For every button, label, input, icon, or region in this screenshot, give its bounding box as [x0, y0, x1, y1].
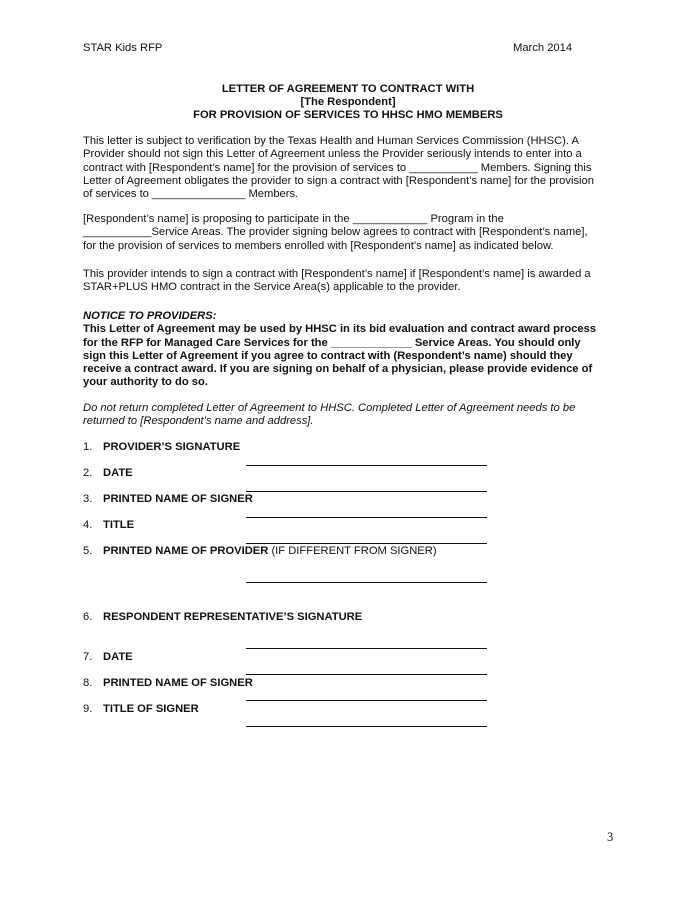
header-date: March 2014 — [513, 42, 573, 54]
form-item-provider-name — [83, 545, 437, 557]
title-line-2: [The Respondent] — [300, 96, 396, 109]
item-number: 7. — [83, 651, 93, 663]
item-number: 2. — [83, 467, 93, 479]
date-line-2[interactable] — [246, 674, 487, 675]
respondent-signature-line[interactable] — [246, 648, 487, 649]
item-label: PRINTED NAME OF SIGNER — [103, 493, 253, 505]
return-instructions — [83, 402, 613, 429]
title-line-3: FOR PROVISION OF SERVICES TO HHSC HMO MEMBERS — [193, 109, 503, 122]
paragraph-line: This provider intends to sign a contract with [Respondent’s name] if [Respondent’s name] is awarded a — [83, 268, 591, 280]
item-number: 9. — [83, 703, 93, 715]
return-line: returned to [Respondent’s name and address]. — [83, 415, 314, 428]
form-item-date-2 — [83, 651, 133, 663]
participation-paragraph — [83, 213, 613, 253]
item-number: 8. — [83, 677, 93, 689]
form-item-printed-name-2 — [83, 677, 253, 689]
title-of-signer-line[interactable] — [246, 726, 487, 727]
item-number: 6. — [83, 611, 93, 623]
date-line[interactable] — [246, 491, 487, 492]
document-title — [0, 83, 696, 123]
form-item-printed-name — [83, 493, 253, 505]
paragraph-line: contract with [Respondent’s name] for the provision of services to ___________ Members. Signing this — [83, 161, 592, 174]
item-label: TITLE — [103, 519, 135, 531]
item-label: TITLE OF SIGNER — [103, 703, 199, 715]
return-line: Do not return completed Letter of Agreement to HHSC. Completed Letter of Agreement needs to be — [83, 402, 576, 414]
item-label: DATE — [103, 651, 133, 663]
paragraph-line: ___________Service Areas. The provider signing below agrees to contract with [Respondent’s name], — [83, 226, 588, 239]
intro-paragraph — [83, 135, 613, 201]
notice-line: This Letter of Agreement may be used by HHSC in its bid evaluation and contract award process — [83, 323, 597, 336]
printed-name-line[interactable] — [246, 517, 487, 518]
header-left-text: STAR Kids RFP — [83, 42, 163, 54]
notice-line: for the RFP for Managed Care Services for the _____________ Service Areas. You should only — [83, 336, 581, 349]
paragraph-line: STAR+PLUS HMO contract in the Service Area(s) applicable to the provider. — [83, 281, 461, 294]
form-item-title-of-signer — [83, 703, 199, 715]
item-label: PRINTED NAME OF PROVIDER — [103, 545, 269, 557]
page-number: 3 — [607, 830, 614, 844]
notice-heading: NOTICE TO PROVIDERS: — [83, 310, 217, 322]
paragraph-line: This letter is subject to verification by the Texas Health and Human Services Commission (HHSC). A — [83, 135, 579, 147]
paragraph-line: of services to _______________ Members. — [83, 188, 299, 201]
form-item-provider-signature — [83, 441, 240, 453]
provider-signature-line[interactable] — [246, 465, 487, 466]
notice-line: your authority to do so. — [83, 376, 208, 389]
item-number: 4. — [83, 519, 93, 531]
item-label: PROVIDER’S SIGNATURE — [103, 441, 241, 453]
item-number: 3. — [83, 493, 93, 505]
form-item-title — [83, 519, 134, 531]
paragraph-line: [Respondent’s name] is proposing to participate in the ____________ Program in the — [83, 213, 504, 225]
item-number: 1. — [83, 441, 93, 453]
item-label: DATE — [103, 467, 133, 479]
printed-name-line-2[interactable] — [246, 700, 487, 701]
title-line-1: LETTER OF AGREEMENT TO CONTRACT WITH — [221, 83, 475, 95]
title-line[interactable] — [246, 543, 487, 544]
paragraph-line: for the provision of services to members enrolled with [Respondent’s name] as indicated below. — [83, 239, 554, 252]
item-note: (IF DIFFERENT FROM SIGNER) — [268, 545, 437, 557]
paragraph-line: Letter of Agreement obligates the provider to sign a contract with [Respondent’s name] for the provision — [83, 174, 594, 187]
item-number: 5. — [83, 545, 93, 557]
notice-line: sign this Letter of Agreement if you agree to contract with (Respondent’s name) should they — [83, 349, 573, 362]
item-label: RESPONDENT REPRESENTATIVE’S SIGNATURE — [103, 611, 363, 623]
item-label: PRINTED NAME OF SIGNER — [103, 677, 253, 689]
intent-paragraph — [83, 268, 613, 295]
notice-line: receive a contract award. If you are signing on behalf of a physician, please provide evidence of — [83, 363, 593, 376]
paragraph-line: Provider should not sign this Letter of Agreement unless the Provider seriously intends to enter into a — [83, 148, 582, 161]
form-item-date — [83, 467, 133, 479]
form-item-respondent-signature — [83, 611, 362, 623]
notice-section — [83, 310, 613, 390]
provider-name-line[interactable] — [246, 582, 487, 583]
